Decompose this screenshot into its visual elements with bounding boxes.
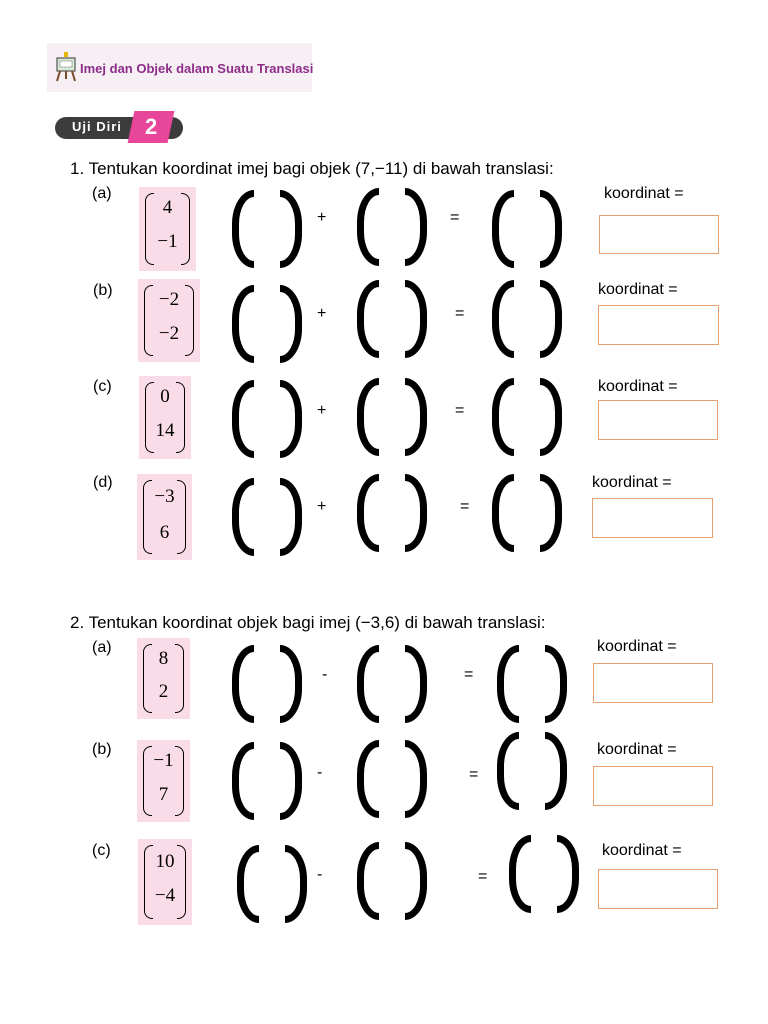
part-label: (d)	[93, 474, 113, 491]
answer-box[interactable]	[598, 305, 719, 345]
part-label: (b)	[93, 282, 113, 299]
answer-box[interactable]	[598, 400, 718, 440]
operator: +	[317, 305, 327, 322]
close-paren	[405, 188, 427, 266]
part-label: (c)	[92, 842, 111, 859]
operator: -	[317, 866, 323, 883]
answer-box[interactable]	[592, 498, 713, 538]
close-paren	[540, 280, 562, 358]
close-paren	[545, 645, 567, 723]
translation-vector: 10 −4	[138, 839, 192, 925]
close-paren	[280, 380, 302, 458]
close-paren	[285, 845, 307, 923]
translation-vector: −3 6	[137, 474, 192, 560]
translation-vector: 0 14	[139, 376, 191, 459]
equals-sign: =	[469, 766, 479, 783]
close-paren	[405, 378, 427, 456]
open-paren	[232, 478, 254, 556]
open-paren	[357, 842, 379, 920]
answer-box[interactable]	[593, 766, 713, 806]
operator: +	[317, 209, 327, 226]
question-2-text: 2. Tentukan koordinat objek bagi imej (−3,6) di bawah translasi:	[70, 613, 546, 632]
translation-vector: −2 −2	[138, 279, 200, 362]
operator: +	[317, 402, 327, 419]
close-paren	[280, 645, 302, 723]
open-paren	[497, 732, 519, 810]
translation-vector: 4 −1	[139, 187, 196, 271]
operator: -	[322, 666, 328, 683]
part-label: (a)	[92, 185, 112, 202]
question-1-text: 1. Tentukan koordinat imej bagi objek (7,−11) di bawah translasi:	[70, 159, 554, 178]
close-paren	[405, 740, 427, 818]
equals-sign: =	[455, 402, 465, 419]
answer-label: koordinat =	[602, 842, 682, 859]
close-paren	[540, 378, 562, 456]
equals-sign: =	[478, 868, 488, 885]
open-paren	[357, 474, 379, 552]
close-paren	[557, 835, 579, 913]
open-paren	[509, 835, 531, 913]
part-label: (a)	[92, 639, 112, 656]
open-paren	[357, 188, 379, 266]
close-paren	[540, 190, 562, 268]
open-paren	[232, 645, 254, 723]
open-paren	[357, 645, 379, 723]
open-paren	[237, 845, 259, 923]
translation-vector: −1 7	[137, 740, 190, 822]
close-paren	[280, 190, 302, 268]
answer-label: koordinat =	[598, 378, 678, 395]
close-paren	[280, 742, 302, 820]
close-paren	[405, 842, 427, 920]
equals-sign: =	[450, 209, 460, 226]
open-paren	[232, 742, 254, 820]
exercise-badge-number: 2	[128, 111, 175, 143]
easel-icon	[55, 52, 77, 82]
close-paren	[545, 732, 567, 810]
answer-label: koordinat =	[592, 474, 672, 491]
part-label: (b)	[92, 741, 112, 758]
answer-label: koordinat =	[604, 185, 684, 202]
open-paren	[357, 740, 379, 818]
answer-label: koordinat =	[597, 638, 677, 655]
operator: -	[317, 764, 323, 781]
open-paren	[492, 378, 514, 456]
close-paren	[280, 285, 302, 363]
answer-label: koordinat =	[597, 741, 677, 758]
chapter-title: Imej dan Objek dalam Suatu Translasi	[80, 61, 314, 76]
equals-sign: =	[460, 498, 470, 515]
exercise-badge-label: Uji Diri	[72, 119, 122, 134]
answer-label: koordinat =	[598, 281, 678, 298]
close-paren	[405, 645, 427, 723]
open-paren	[357, 280, 379, 358]
answer-box[interactable]	[598, 869, 718, 909]
open-paren	[497, 645, 519, 723]
open-paren	[492, 474, 514, 552]
close-paren	[405, 474, 427, 552]
open-paren	[357, 378, 379, 456]
answer-box[interactable]	[593, 663, 713, 703]
open-paren	[492, 190, 514, 268]
close-paren	[540, 474, 562, 552]
close-paren	[405, 280, 427, 358]
open-paren	[232, 285, 254, 363]
equals-sign: =	[464, 666, 474, 683]
answer-box[interactable]	[599, 215, 719, 254]
open-paren	[232, 380, 254, 458]
open-paren	[492, 280, 514, 358]
open-paren	[232, 190, 254, 268]
operator: +	[317, 498, 327, 515]
translation-vector: 8 2	[137, 638, 190, 719]
equals-sign: =	[455, 305, 465, 322]
close-paren	[280, 478, 302, 556]
part-label: (c)	[93, 378, 112, 395]
